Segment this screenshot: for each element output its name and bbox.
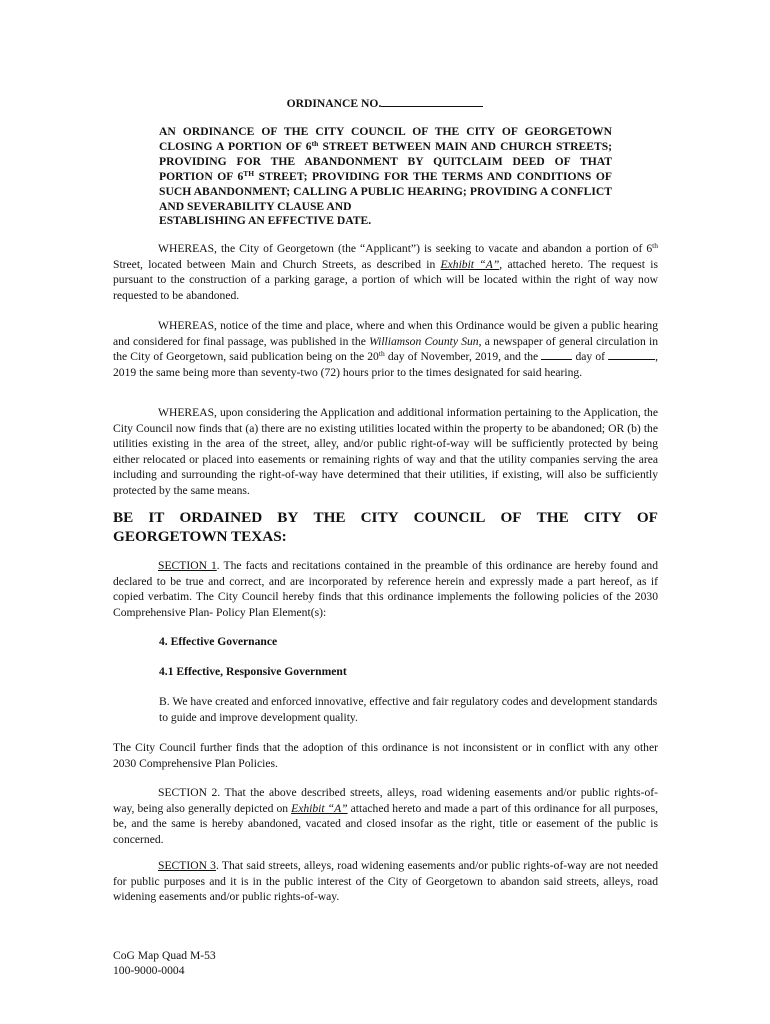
superscript: th xyxy=(311,138,319,148)
council-findings-paragraph: The City Council further finds that the adoption of this ordinance is not inconsistent or in conflict with any other 2030 Comprehensive Plan Policies. xyxy=(113,741,658,770)
caption-line: STREET BETWEEN MAIN AND CHURCH xyxy=(318,139,552,153)
text: Street, located between Main and Church Streets, as described in xyxy=(113,257,441,271)
exhibit-a-reference: Exhibit “A” xyxy=(291,801,348,815)
whereas-paragraph-2 xyxy=(113,318,658,380)
text: day of xyxy=(572,350,609,364)
section-3-label: SECTION 3 xyxy=(158,859,216,872)
ordinance-number-blank xyxy=(381,95,483,107)
enacting-clause xyxy=(113,508,658,546)
caption-line: ESTABLISHING AN EFFECTIVE DATE. xyxy=(159,214,372,228)
day-blank xyxy=(541,349,572,360)
section-1-label: SECTION 1 xyxy=(158,559,217,572)
policy-subheading: 4.1 Effective, Responsive Government xyxy=(159,665,347,678)
heading-word: CITY xyxy=(360,509,399,526)
text: , attached hereto. The request is pursuant to the construction of a parking garage, a portion of which will be located within the right of way now requested to be abandoned. xyxy=(113,257,658,302)
caption-line: STREETS; PROVIDING FOR THE ABANDONMENT BY QUITCLAIM DEED xyxy=(159,139,612,168)
ordinance-title xyxy=(0,95,770,110)
text: WHEREAS, the City of Georgetown (the “Applicant”) is seeking to vacate and abandon a portion of 6 xyxy=(158,242,653,255)
text: SECTION 2. That the above described streets, alleys, road widening easements and/or public rights-of-way, being also generally depicted on xyxy=(113,786,658,815)
section-1-paragraph xyxy=(113,558,658,620)
caption-line: STREET; PROVIDING FOR THE TERMS AND xyxy=(254,169,513,183)
ordinance-title-text: ORDINANCE NO. xyxy=(286,97,382,110)
footer-file-number: 100-9000-0004 xyxy=(113,964,185,977)
section-3-paragraph xyxy=(113,858,658,905)
policy-heading: 4. Effective Governance xyxy=(159,635,278,648)
heading-word: OF xyxy=(500,509,522,526)
caption-line: OF THAT PORTION OF 6 xyxy=(159,154,613,183)
month-blank xyxy=(608,349,655,360)
text: attached hereto and made a part of this ordinance for all purposes, be, and the same is hereby abandoned, vacated and closed insofar as the right, title or easement of the public is concerned. xyxy=(113,801,658,846)
text: WHEREAS, notice of the time and place, where and when this Ordinance would be given a public hearing and considered for final passage, was published in the xyxy=(113,319,658,348)
superscript: TH xyxy=(243,168,255,178)
heading-word: BE xyxy=(113,509,134,526)
enacting-clause-line-1 xyxy=(113,508,658,527)
newspaper-name: Williamson County Sun xyxy=(369,334,479,348)
heading-word: IT xyxy=(148,509,165,526)
caption-line: CLOSING A PORTION OF 6 xyxy=(159,139,312,153)
text: . That said streets, alleys, road widening easements and/or public rights-of-way are not needed for public purposes and it is in the public interest of the City of Georgetown to abandon said streets, alleys, road widening easements and/or public rights-of-way. xyxy=(113,859,658,904)
whereas-paragraph-3: WHEREAS, upon considering the Application and additional information pertaining to the Application, the City Council now finds that (a) there are no existing utilities located within the property to be abandoned; OR (b) the utilities existing in the area of the street, alley, and/or public right-of-way will be sufficiently protected by being either relocated or placed into easements or remaining rights of way and that the utility companies serving the area including and surrounding the right-of-way have determined that their utilities, if existing, will also be sufficiently protected by the same means. xyxy=(113,406,658,497)
text: day of November, 2019, and the xyxy=(384,350,542,364)
text: . The facts and recitations contained in the preamble of this ordinance are hereby found and declared to be true and correct, and are incorporated by reference herein and expressly made a part hereof, as if copied verbatim. The City Council hereby finds that this ordinance implements the following policies of the 2030 Comprehensive Plan- Policy Plan Element(s): xyxy=(113,559,658,619)
footer xyxy=(113,948,216,978)
heading-word: ORDAINED xyxy=(179,509,263,526)
text: , 2019 the same being more than seventy-two (72) hours prior to the times designated for said hearing. xyxy=(113,350,659,379)
superscript: th xyxy=(378,349,385,359)
heading-word: THE xyxy=(313,509,346,526)
enacting-clause-line-2: GEORGETOWN TEXAS: xyxy=(113,528,287,545)
text: , a newspaper of general circulation in the City of Georgetown, said publication being on the 20 xyxy=(113,334,658,364)
heading-word: CITY xyxy=(583,509,622,526)
policy-item-b: B. We have created and enforced innovative, effective and fair regulatory codes and development standards to guide and improve development quality. xyxy=(159,695,658,724)
section-2-paragraph xyxy=(113,785,658,847)
heading-word: BY xyxy=(277,509,299,526)
ordinance-caption xyxy=(159,125,612,229)
whereas-paragraph-1 xyxy=(113,241,658,303)
superscript: th xyxy=(652,241,658,250)
exhibit-a-reference: Exhibit “A” xyxy=(440,257,500,271)
caption-line: PROVIDING A CONFLICT AND SEVERABILITY CLAUSE AND xyxy=(159,184,613,213)
footer-map-quad: CoG Map Quad M-53 xyxy=(113,949,216,962)
caption-line: AN ORDINANCE OF THE CITY COUNCIL OF THE CITY OF GEORGETOWN xyxy=(159,125,612,138)
heading-word: COUNCIL xyxy=(413,509,486,526)
heading-word: THE xyxy=(536,509,569,526)
heading-word: OF xyxy=(636,509,658,526)
caption-line: CONDITIONS OF SUCH ABANDONMENT; CALLING A PUBLIC HEARING; xyxy=(159,169,613,198)
